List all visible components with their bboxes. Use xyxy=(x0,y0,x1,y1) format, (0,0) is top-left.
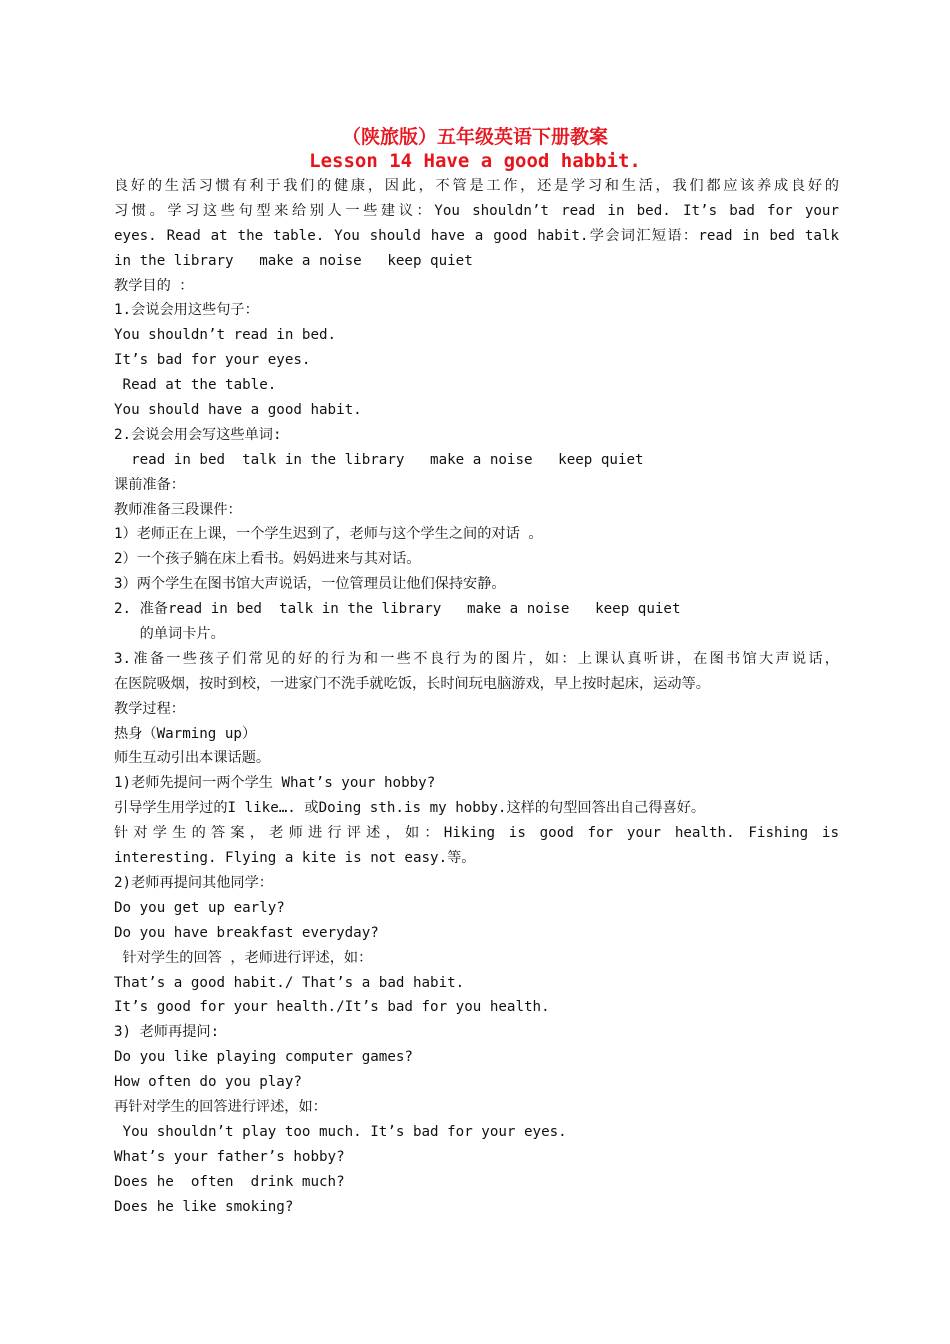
body-line: 引导学生用学过的I like…. 或Doing sth.is my hobby.这样的句型回答出自己得喜好。 xyxy=(114,800,706,817)
body-line: You shouldn’t play too much. It’s bad for your eyes. xyxy=(114,1123,567,1140)
body-line: You should have a good habit. xyxy=(114,402,362,419)
body-line: 再针对学生的回答进行评述，如： xyxy=(114,1098,327,1115)
body-line: Do you have breakfast everyday? xyxy=(114,924,379,941)
body-line: eyes. Read at the table. You should have a good habit.学会词汇短语：read in bed talk xyxy=(114,227,839,244)
body-line: 教师准备三段课件： xyxy=(114,501,242,518)
body-line: Read at the table. xyxy=(114,377,277,394)
body-line: How often do you play? xyxy=(114,1074,302,1091)
body-line: Does he like smoking? xyxy=(114,1198,294,1215)
body-line: 3.准备一些孩子们常见的好的行为和一些不良行为的图片，如：上课认真听讲，在图书馆大声说话， xyxy=(114,650,839,667)
body-line: in the library make a noise keep quiet xyxy=(114,252,473,269)
body-line: 2.会说会用会写这些单词: xyxy=(114,426,282,443)
body-line: Do you like playing computer games? xyxy=(114,1049,413,1066)
body-line: 1)老师先提问一两个学生 What’s your hobby? xyxy=(114,775,436,792)
body-line: You shouldn’t read in bed. xyxy=(114,327,337,344)
body-line: 2. 准备read in bed talk in the library make a noise keep quiet xyxy=(114,601,681,618)
body-line: 2)老师再提问其他同学： xyxy=(114,874,273,891)
document-body xyxy=(114,174,839,1219)
body-line: Does he often drink much? xyxy=(114,1173,345,1190)
body-line: 针对学生的答案，老师进行评述，如：Hiking is good for your health. Fishing is xyxy=(114,825,839,842)
body-line: 师生互动引出本课话题。 xyxy=(114,750,271,767)
document-title: （陕旅版）五年级英语下册教案 xyxy=(341,126,608,148)
body-line: 良好的生活习惯有利于我们的健康，因此，不管是工作，还是学习和生活，我们都应该养成良好的 xyxy=(114,178,839,194)
body-line: What’s your father’s hobby? xyxy=(114,1148,345,1165)
body-line: read in bed talk in the library make a noise keep quiet xyxy=(114,451,644,468)
body-line: It’s bad for your eyes. xyxy=(114,352,311,369)
body-line: It’s good for your health./It’s bad for you health. xyxy=(114,999,550,1016)
section-heading: 课前准备： xyxy=(114,476,185,493)
section-heading: 教学目的 ： xyxy=(114,277,194,294)
body-line: Do you get up early? xyxy=(114,899,285,916)
section-heading: 教学过程： xyxy=(114,700,185,717)
body-line: 的单词卡片。 xyxy=(114,626,225,643)
body-line: 1.会说会用这些句子： xyxy=(114,302,259,319)
body-line: 3）两个学生在图书馆大声说话，一位管理员让他们保持安静。 xyxy=(114,576,506,593)
lesson-title: Lesson 14 Have a good habbit. xyxy=(309,150,641,172)
body-line: 习惯。学习这些句型来给别人一些建议：You shouldn’t read in bed. It’s bad for your xyxy=(114,202,839,219)
body-line: 3) 老师再提问: xyxy=(114,1024,220,1041)
body-line: 在医院吸烟，按时到校，一进家门不洗手就吃饭，长时间玩电脑游戏，早上按时起床，运动等。 xyxy=(114,675,710,692)
body-line: That’s a good habit./ That’s a bad habit. xyxy=(114,974,465,991)
body-line: 针对学生的回答 ，老师进行评述，如： xyxy=(114,949,373,966)
body-line: 2）一个孩子躺在床上看书。妈妈进来与其对话。 xyxy=(114,551,421,568)
body-line: 1）老师正在上课，一个学生迟到了，老师与这个学生之间的对话 。 xyxy=(114,526,543,543)
body-line: interesting. Flying a kite is not easy.等。 xyxy=(114,850,476,867)
body-line: 热身（Warming up） xyxy=(114,725,257,742)
